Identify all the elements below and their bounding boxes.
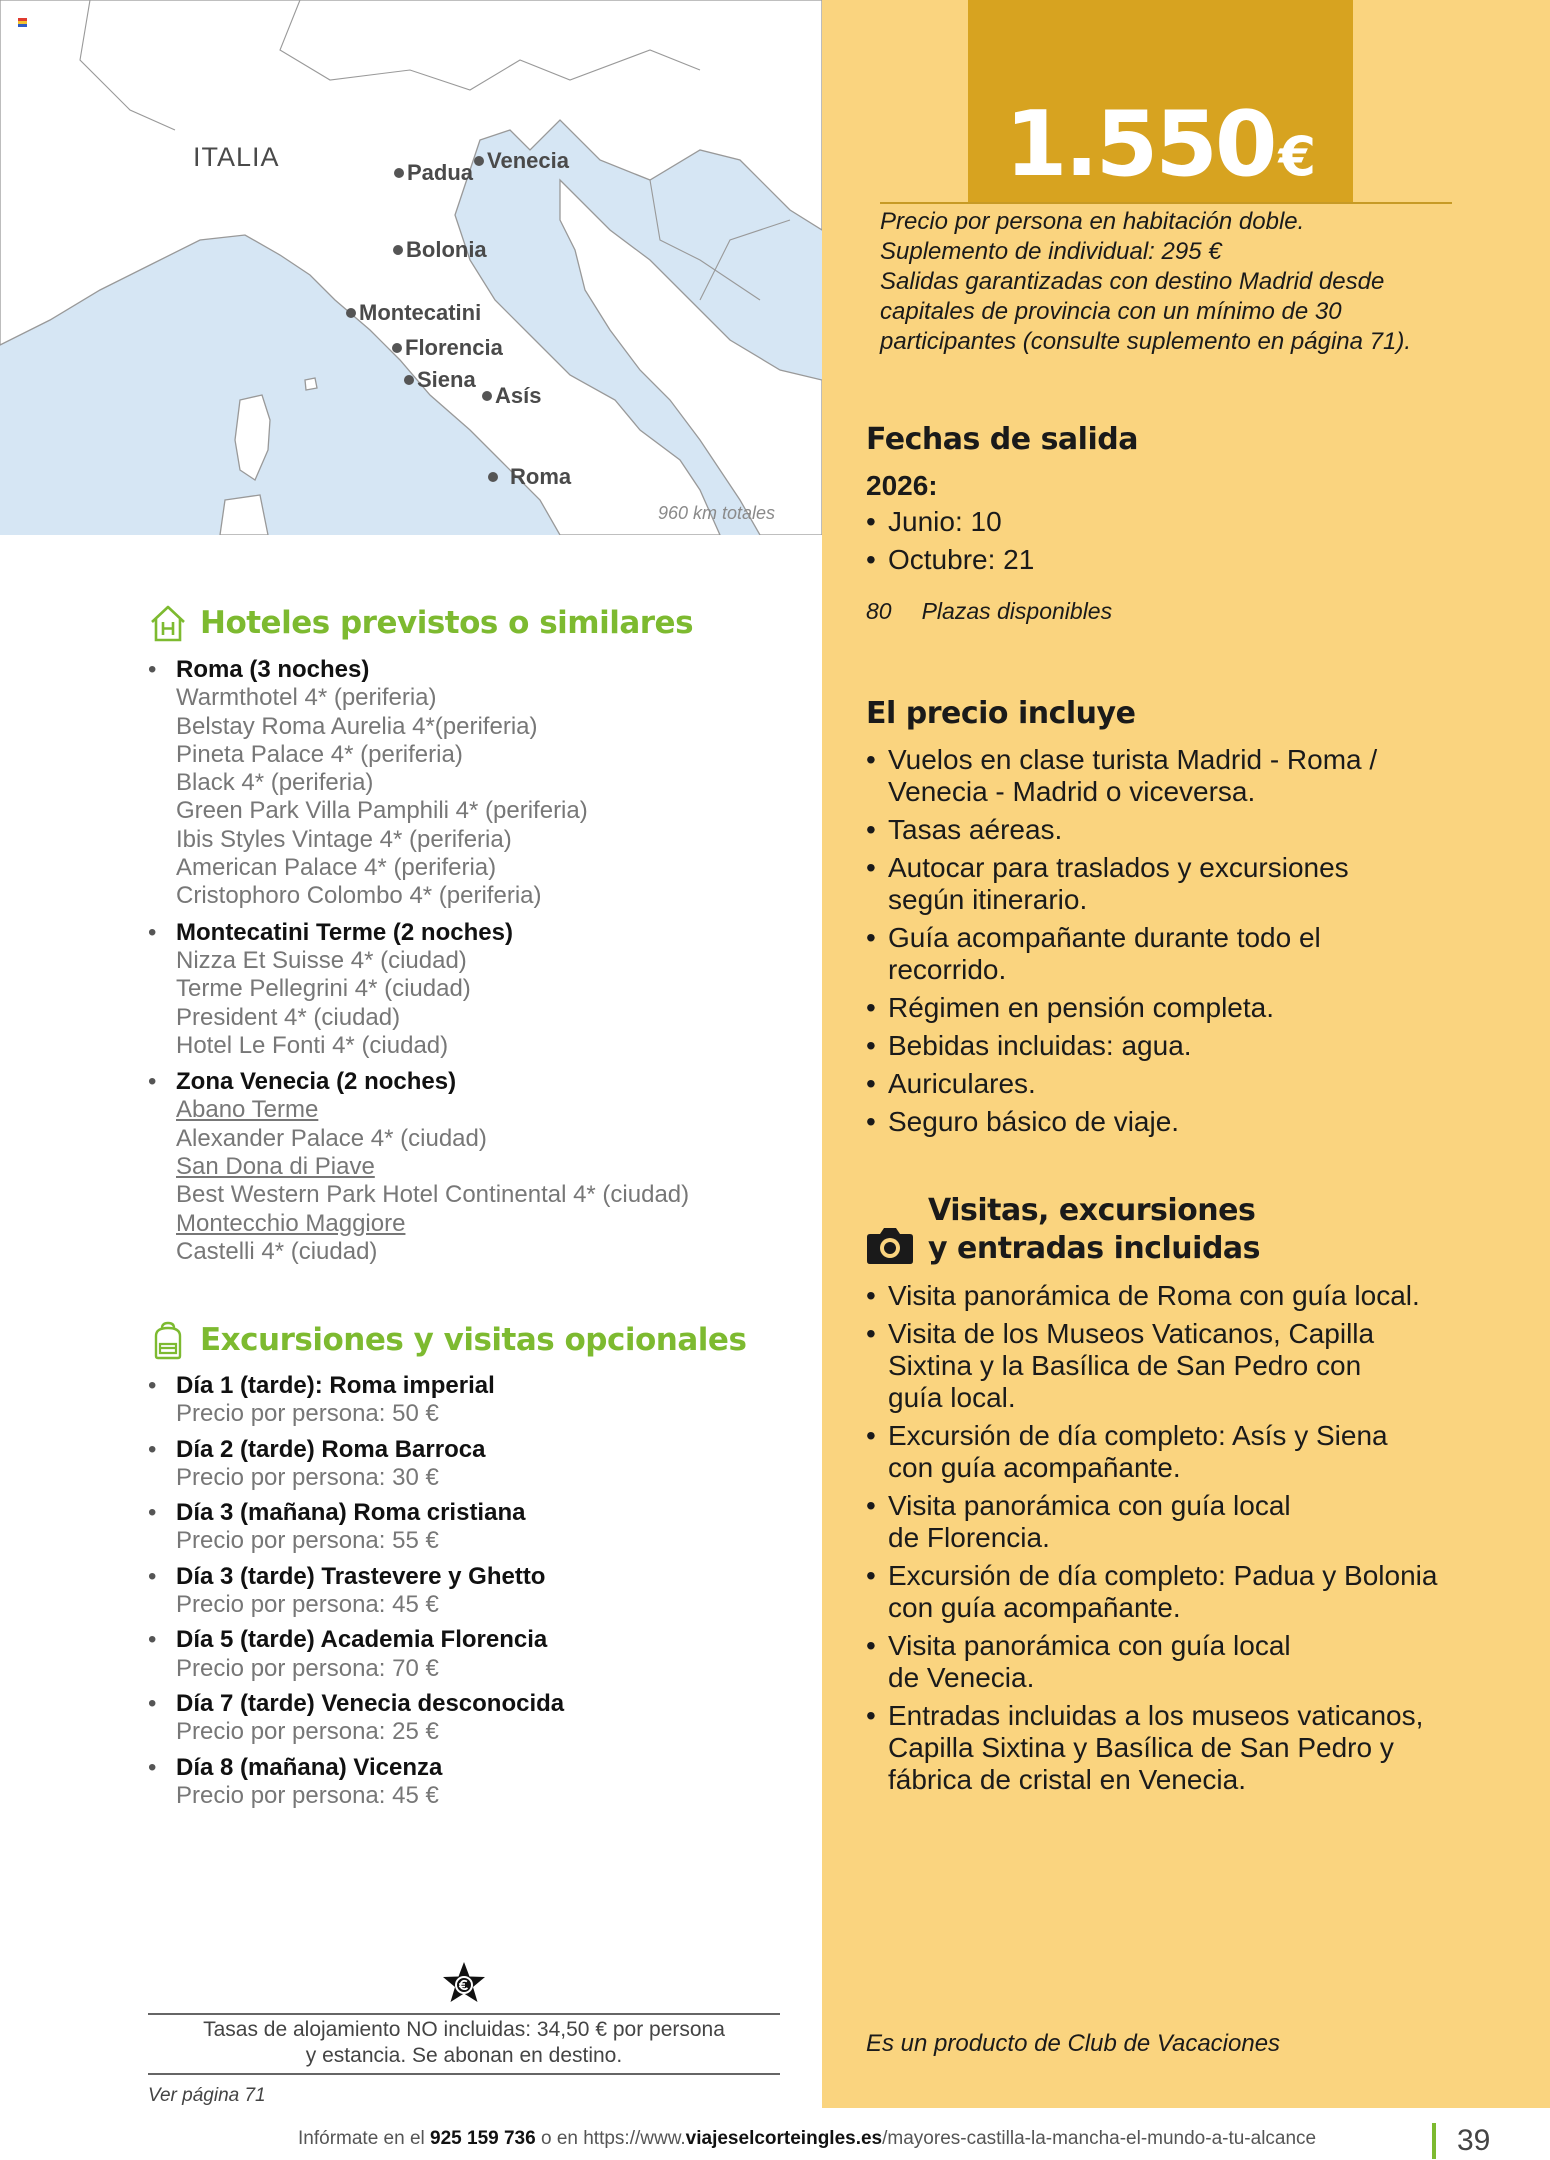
hotel-item: Belstay Roma Aurelia 4*(periferia) <box>176 712 538 740</box>
hotel-item: Pineta Palace 4* (periferia) <box>176 740 463 768</box>
includes-item: • Seguro básico de viaje. <box>866 1106 1426 1138</box>
hotel-item: Castelli 4* (ciudad) <box>176 1237 378 1265</box>
includes-item: • Régimen en pensión completa. <box>866 992 1426 1024</box>
footer-contact <box>298 2128 1316 2150</box>
map-city-florencia <box>392 335 503 361</box>
hotel-item: Warmthotel 4* (periferia) <box>176 684 437 712</box>
camera-icon <box>866 1225 914 1265</box>
map-city-asis <box>482 383 541 409</box>
excursion-price: Precio por persona: 45 € <box>176 1591 439 1619</box>
city-marker-icon <box>488 472 498 482</box>
footer-url[interactable] <box>541 2128 1316 2149</box>
price-note-line: Precio por persona en habitación doble. <box>880 208 1305 235</box>
city-label: Montecatini <box>359 300 482 325</box>
excursion-title: • Día 3 (tarde) Trastevere y Ghetto <box>176 1562 546 1590</box>
price-notes <box>880 207 1480 357</box>
price-amount: 1.550 <box>1004 92 1275 197</box>
includes-item: • Guía acompañante durante todo el recorrido. <box>866 922 1426 986</box>
hotel-item: Alexander Palace 4* (ciudad) <box>176 1124 487 1152</box>
footer-divider <box>1432 2123 1436 2159</box>
excursion-item <box>148 1563 788 1620</box>
city-marker-icon <box>482 391 492 401</box>
departure-dates-list <box>866 506 1516 582</box>
departures-heading: Fechas de salida <box>866 422 1138 457</box>
hotel-location-link[interactable]: Abano Terme <box>176 1096 319 1124</box>
price-box <box>968 0 1353 204</box>
hotel-item: Best Western Park Hotel Continental 4* (ciudad) <box>176 1181 690 1209</box>
includes-item: • Vuelos en clase turista Madrid - Roma / Venecia - Madrid o viceversa. <box>866 744 1426 808</box>
hotel-item: Cristophoro Colombo 4* (periferia) <box>176 882 542 910</box>
excursion-title: • Día 5 (tarde) Academia Florencia <box>176 1626 548 1654</box>
see-page-reference: Ver página 71 <box>148 2085 266 2106</box>
hotel-item: President 4* (ciudad) <box>176 1003 401 1031</box>
hotel-icon <box>148 603 188 643</box>
map-city-padua <box>394 160 473 186</box>
hotel-item: American Palace 4* (periferia) <box>176 854 497 882</box>
hotel-group-montecatini <box>148 919 788 1060</box>
departure-date-item: • Junio: 10 <box>866 506 1516 538</box>
departures-year: 2026: <box>866 470 938 501</box>
excursion-item <box>148 1436 788 1493</box>
price-note-line: Salidas garantizadas con destino Madrid desde <box>880 268 1385 295</box>
city-label: Siena <box>417 367 476 392</box>
price-value <box>968 92 1353 197</box>
footer-url-domain: viajeselcorteingles.es <box>685 2128 883 2149</box>
map-city-bolonia <box>393 237 487 263</box>
star-euro-icon <box>440 1960 488 2008</box>
map-city-siena <box>404 367 476 393</box>
accommodation-tax-note <box>148 2017 780 2069</box>
backpack-icon <box>148 1320 188 1360</box>
excursion-title: • Día 1 (tarde): Roma imperial <box>176 1372 495 1399</box>
hotel-item: Ibis Styles Vintage 4* (periferia) <box>176 825 512 853</box>
hotels-list <box>148 656 788 1274</box>
hotel-group-venice <box>148 1068 788 1266</box>
excursion-price: Precio por persona: 30 € <box>176 1463 439 1491</box>
excursion-title: • Día 7 (tarde) Venecia desconocida <box>176 1689 565 1717</box>
hotel-item: Black 4* (periferia) <box>176 769 374 797</box>
price-note-line: Suplemento de individual: 295 € <box>880 238 1222 265</box>
city-marker-icon <box>404 375 414 385</box>
excursion-price: Precio por persona: 50 € <box>176 1400 439 1428</box>
tax-divider-top <box>148 2013 780 2015</box>
hotel-location-link[interactable]: San Dona di Piave <box>176 1153 375 1181</box>
visits-list <box>866 1280 1466 1802</box>
excursion-price: Precio por persona: 70 € <box>176 1654 439 1682</box>
excursion-title: • Día 8 (mañana) Vicenza <box>176 1753 443 1781</box>
hotels-heading: Hoteles previstos o similares <box>200 605 694 641</box>
visits-item: • Visita de los Museos Vaticanos, Capilla Sixtina y la Basílica de San Pedro con guía local. <box>866 1318 1466 1414</box>
visits-heading <box>928 1192 1260 1268</box>
city-label: Florencia <box>405 335 503 360</box>
map-city-roma <box>488 464 571 490</box>
includes-heading: El precio incluye <box>866 696 1136 731</box>
tax-divider-bottom <box>148 2073 780 2075</box>
excursion-item <box>148 1372 788 1429</box>
route-map <box>0 0 822 535</box>
map-distance-note: 960 km totales <box>658 503 776 523</box>
excursion-price: Precio por persona: 55 € <box>176 1527 439 1555</box>
includes-item: • Bebidas incluidas: agua. <box>866 1030 1426 1062</box>
price-note-line: participantes (consulte suplemento en página 71). <box>880 328 1411 355</box>
city-marker-icon <box>393 245 403 255</box>
city-marker-icon <box>394 168 404 178</box>
hotel-group-title: • Roma (3 noches) <box>176 656 370 683</box>
excursion-title: • Día 3 (mañana) Roma cristiana <box>176 1499 526 1527</box>
tax-note-line: Tasas de alojamiento NO incluidas: 34,50 € por persona <box>203 2018 725 2041</box>
hotel-group-rome <box>148 656 788 911</box>
hotel-location-link[interactable]: Montecchio Maggiore <box>176 1209 406 1237</box>
city-label: Roma <box>510 464 572 489</box>
city-label: Padua <box>407 160 474 185</box>
visits-item: • Excursión de día completo: Asís y Siena con guía acompañante. <box>866 1420 1466 1484</box>
price-currency: € <box>1278 125 1317 188</box>
departure-date-item: • Octubre: 21 <box>866 544 1516 576</box>
info-panel <box>822 0 1550 2108</box>
city-label: Asís <box>495 383 542 408</box>
seats-count: 80 <box>866 598 892 624</box>
hotel-item: Terme Pellegrini 4* (ciudad) <box>176 975 471 1003</box>
flag-icon <box>18 18 27 27</box>
map-country-label: ITALIA <box>193 142 280 172</box>
footer-prefix: Infórmate en el <box>298 2128 425 2149</box>
includes-list <box>866 744 1426 1144</box>
includes-item: • Tasas aéreas. <box>866 814 1426 846</box>
city-marker-icon <box>346 308 356 318</box>
footer-url-start: o en https://www. <box>540 2128 686 2149</box>
hotel-item: Green Park Villa Pamphili 4* (periferia) <box>176 797 588 825</box>
visits-item: • Excursión de día completo: Padua y Bolonia con guía acompañante. <box>866 1560 1466 1624</box>
visits-heading-line: Visitas, excursiones <box>928 1193 1256 1228</box>
excursions-heading: Excursiones y visitas opcionales <box>200 1322 747 1358</box>
club-note: Es un producto de Club de Vacaciones <box>866 2030 1281 2057</box>
page-number: 39 <box>1457 2124 1491 2157</box>
excursions-list <box>148 1372 788 1817</box>
excursion-item <box>148 1754 788 1811</box>
city-marker-icon <box>392 343 402 353</box>
includes-item: • Auriculares. <box>866 1068 1426 1100</box>
visits-item: • Visita panorámica con guía local de Florencia. <box>866 1490 1466 1554</box>
excursion-item <box>148 1690 788 1747</box>
hotel-item: Nizza Et Suisse 4* (ciudad) <box>176 946 467 974</box>
city-label: Bolonia <box>406 237 487 262</box>
tax-note-line: y estancia. Se abonan en destino. <box>305 2044 623 2067</box>
excursion-item <box>148 1499 788 1556</box>
map-city-montecatini <box>346 300 481 326</box>
city-label: Venecia <box>487 148 569 173</box>
footer-url-path: /mayores-castilla-la-mancha-el-mundo-a-tu-alcance <box>882 2128 1317 2149</box>
seats-available <box>866 598 1112 625</box>
hotel-group-title: • Zona Venecia (2 noches) <box>176 1068 457 1096</box>
price-note-line: capitales de provincia con un mínimo de 30 <box>880 298 1342 325</box>
excursion-price: Precio por persona: 25 € <box>176 1718 439 1746</box>
visits-heading-line: y entradas incluidas <box>928 1231 1261 1266</box>
map-city-venecia <box>474 148 569 174</box>
footer-phone[interactable]: 925 159 736 <box>430 2128 536 2149</box>
visits-item: • Visita panorámica de Roma con guía local. <box>866 1280 1466 1312</box>
excursion-item <box>148 1626 788 1683</box>
excursion-price: Precio por persona: 45 € <box>176 1781 439 1809</box>
price-divider <box>880 202 1452 204</box>
hotel-group-title: • Montecatini Terme (2 noches) <box>176 918 513 946</box>
includes-item: • Autocar para traslados y excursiones según itinerario. <box>866 852 1426 916</box>
visits-item: • Visita panorámica con guía local de Venecia. <box>866 1630 1466 1694</box>
map-terrain <box>0 0 822 535</box>
seats-label: Plazas disponibles <box>921 598 1113 624</box>
visits-item: • Entradas incluidas a los museos vaticanos, Capilla Sixtina y Basílica de San Pedro y fábrica de cristal en Venecia. <box>866 1700 1466 1796</box>
hotel-item: Hotel Le Fonti 4* (ciudad) <box>176 1031 449 1059</box>
city-marker-icon <box>474 156 484 166</box>
excursion-title: • Día 2 (tarde) Roma Barroca <box>176 1435 486 1463</box>
